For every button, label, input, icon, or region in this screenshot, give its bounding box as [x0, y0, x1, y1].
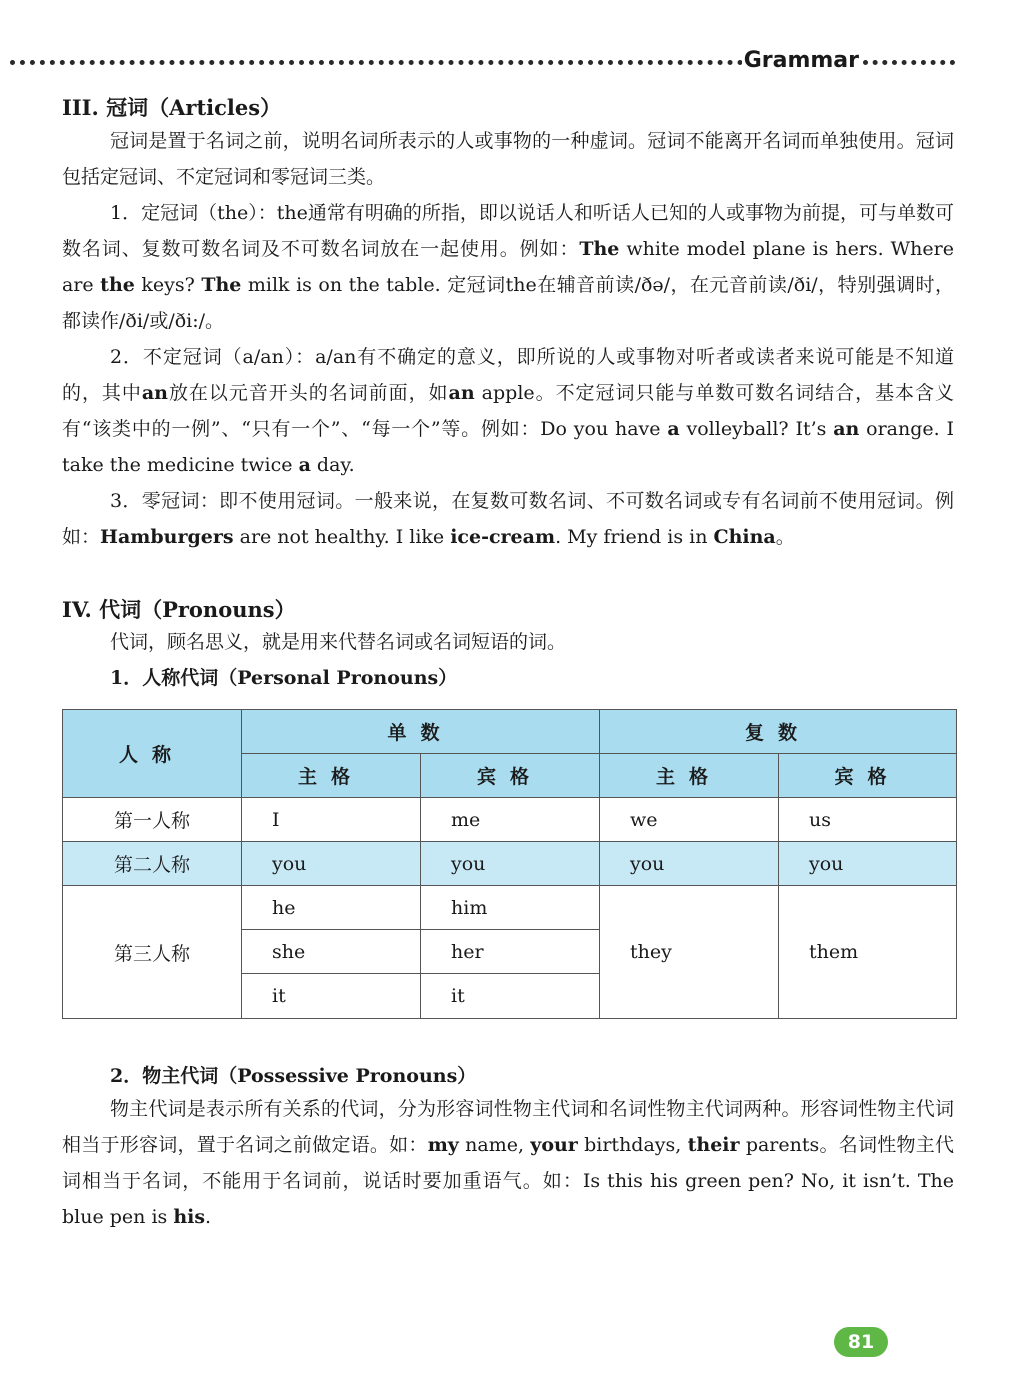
possessive-pronouns-section: [62, 1061, 954, 1235]
row-person-first: 第一人称: [63, 798, 242, 842]
pronouns-section: [62, 595, 954, 693]
header-dotted-rule: [10, 60, 853, 65]
cell-plural-subject: we: [600, 798, 779, 842]
header-dotted-rule-right: [863, 60, 955, 65]
table-header-plural-subject: 主格: [600, 754, 779, 798]
cell-singular-subject: it: [242, 974, 421, 1019]
table-header-person: 人称: [63, 710, 242, 798]
cell-plural-subject: they: [600, 886, 779, 1019]
possessive-pronouns-subheading: 2．物主代词（Possessive Pronouns）: [110, 1065, 477, 1087]
row-person-second: 第二人称: [63, 842, 242, 886]
pronouns-heading: IV. 代词（Pronouns）: [62, 597, 296, 622]
pronouns-intro: 代词，顾名思义，就是用来代替名词或名词短语的词。: [110, 631, 567, 653]
cell-singular-object: her: [421, 930, 600, 974]
articles-section: [62, 93, 954, 555]
header-section-label: Grammar: [743, 48, 859, 73]
personal-pronouns-table: [62, 709, 957, 1019]
cell-singular-subject: she: [242, 930, 421, 974]
table-header-singular-subject: 主格: [242, 754, 421, 798]
cell-plural-object: them: [779, 886, 957, 1019]
articles-heading: III. 冠词（Articles）: [62, 95, 282, 120]
cell-singular-object: you: [421, 842, 600, 886]
zero-article-paragraph: 3．零冠词：即不使用冠词。一般来说，在复数可数名词、不可数名词或专有名词前不使用冠词。例如：Hamburgers are not healthy. I like ice-cream. My friend is in China。: [62, 490, 954, 548]
table-row: [63, 842, 957, 886]
table-header-singular-object: 宾格: [421, 754, 600, 798]
cell-singular-subject: I: [242, 798, 421, 842]
cell-plural-object: you: [779, 842, 957, 886]
table-row: [63, 798, 957, 842]
cell-singular-object: him: [421, 886, 600, 930]
cell-plural-object: us: [779, 798, 957, 842]
personal-pronouns-subheading: 1．人称代词（Personal Pronouns）: [110, 667, 458, 689]
possessive-pronouns-paragraph: 物主代词是表示所有关系的代词，分为形容词性物主代词和名词性物主代词两种。形容词性物主代词相当于形容词，置于名词之前做定语。如：my name, your birthdays, their parents。名词性物主代词相当于名词，不能用于名词前，说话时要加重语气。如：Is this his green pen? No, it isn’t. The blue pen is his.: [62, 1098, 954, 1228]
table-header-singular: 单数: [242, 710, 600, 754]
cell-singular-object: me: [421, 798, 600, 842]
cell-plural-subject: you: [600, 842, 779, 886]
page-header: [10, 48, 955, 74]
indefinite-article-paragraph: 2．不定冠词（a/an）：a/an有不确定的意义，即所说的人或事物对听者或读者来说可能是不知道的，其中an放在以元音开头的名词前面，如an apple。不定冠词只能与单数可数名词结合，基本含义有“该类中的一例”、“只有一个”、“每一个”等。例如：Do you have a volleyball? It’s an orange. I take the medicine twice a day.: [62, 346, 955, 476]
table-header-plural-object: 宾格: [779, 754, 957, 798]
cell-singular-object: it: [421, 974, 600, 1019]
table-header-plural: 复数: [600, 710, 957, 754]
cell-singular-subject: you: [242, 842, 421, 886]
articles-intro: 冠词是置于名词之前，说明名词所表示的人或事物的一种虚词。冠词不能离开名词而单独使用。冠词包括定冠词、不定冠词和零冠词三类。: [62, 130, 954, 188]
cell-singular-subject: he: [242, 886, 421, 930]
row-person-third: 第三人称: [63, 886, 242, 1019]
table-row: [63, 886, 957, 930]
page-number: 81: [834, 1327, 888, 1357]
definite-article-paragraph: 1．定冠词（the）：the通常有明确的所指，即以说话人和听话人已知的人或事物为前提，可与单数可数名词、复数可数名词及不可数名词放在一起使用。例如：The white model plane is hers. Where are the keys? The milk is on the table. 定冠词the在辅音前读/ðə/，在元音前读/ði/，特别强调时，都读作/ði/或/ði:/。: [62, 202, 954, 332]
